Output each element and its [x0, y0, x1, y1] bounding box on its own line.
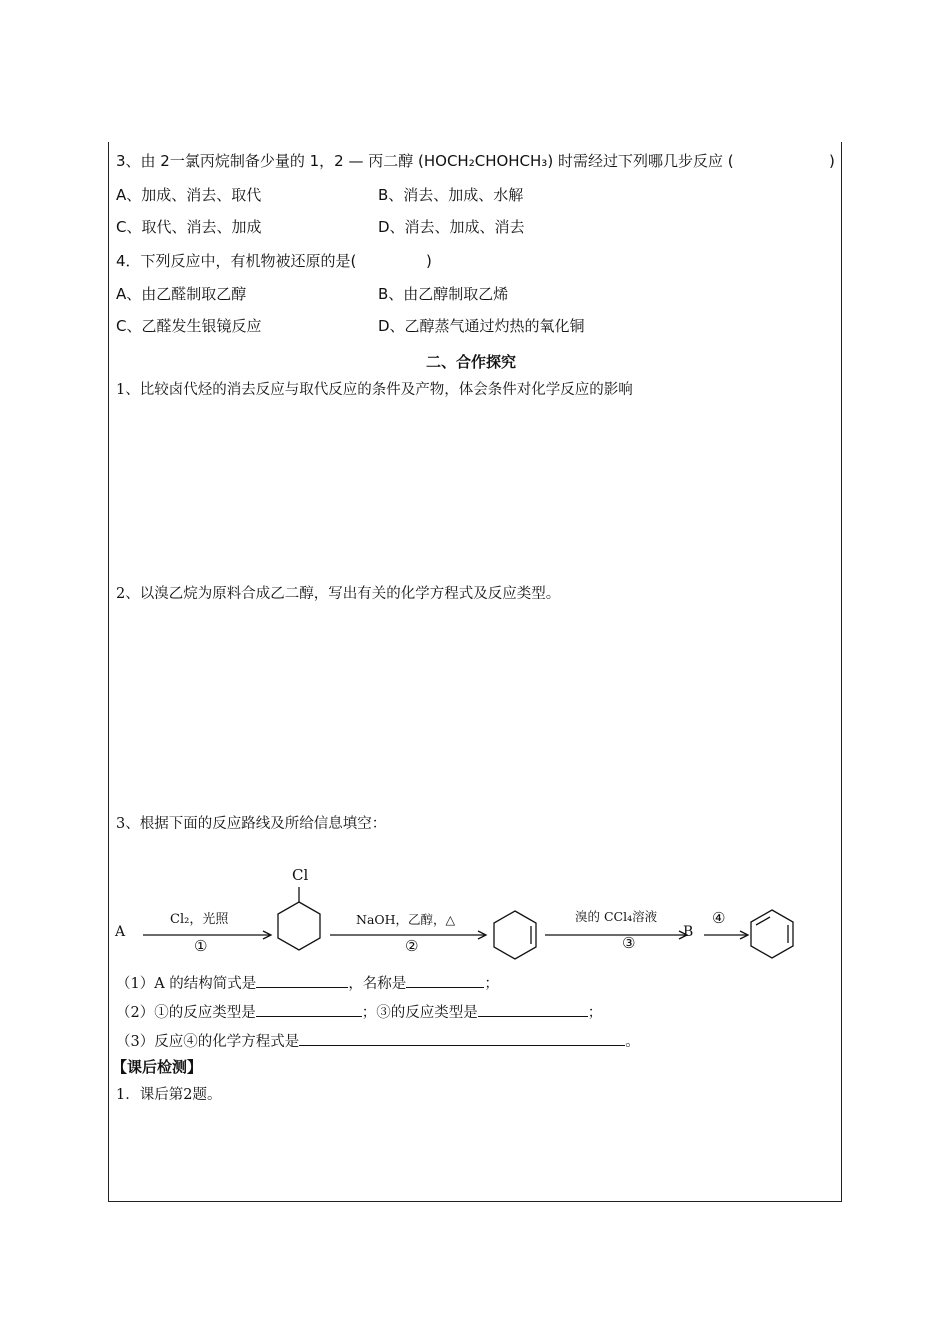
blank-a-structure[interactable] — [256, 972, 348, 988]
section-title-cooperative-inquiry: 二、合作探究 — [426, 353, 517, 371]
blank-a-name[interactable] — [406, 972, 484, 988]
fill-line-3: （3）反应④的化学方程式是 。 — [116, 1030, 640, 1052]
q3-option-b: B、消去、加成、水解 — [378, 186, 524, 204]
chlorocyclohexane-ring — [278, 902, 320, 950]
q4-stem: 4．下列反应中，有机物被还原的是( — [116, 252, 357, 270]
after-class-item-1: 1．课后第2题。 — [116, 1087, 222, 1103]
scheme-step-1: ① — [194, 937, 208, 955]
cyclohexene-ring — [494, 911, 536, 959]
fill-line-2: （2）①的反应类型是 ；③的反应类型是 ； — [116, 1001, 602, 1023]
scheme-compound-a: A — [115, 924, 126, 940]
q3-option-c: C、取代、消去、加成 — [116, 218, 262, 236]
q3-stem: 3、由 2一氯丙烷制备少量的 1，2 — 丙二醇 (HOCH₂CHOHCH₃) 时需经过下列哪几步反应 ( — [116, 152, 734, 170]
scheme-condition-3: 溴的 CCl₄溶液 — [575, 909, 658, 924]
q4-option-d: D、乙醇蒸气通过灼热的氧化铜 — [378, 317, 585, 335]
blank-equation-4[interactable] — [299, 1030, 625, 1046]
q4-option-b: B、由乙醇制取乙烯 — [378, 285, 509, 303]
inquiry-item-1: 1、比较卤代烃的消去反应与取代反应的条件及产物，体会条件对化学反应的影响 — [116, 382, 633, 398]
q3-option-a: A、加成、消去、取代 — [116, 186, 262, 204]
scheme-cl-substituent: Cl — [292, 866, 309, 884]
scheme-compound-b: B — [683, 924, 694, 940]
cyclohexadiene-ring — [751, 910, 793, 958]
blank-reaction-type-3[interactable] — [478, 1001, 588, 1017]
scheme-step-2: ② — [405, 937, 419, 955]
q4-option-c: C、乙醛发生银镜反应 — [116, 317, 262, 335]
scheme-step-4: ④ — [712, 909, 726, 927]
q4-close-paren: ) — [426, 252, 432, 270]
scheme-condition-1: Cl₂，光照 — [170, 912, 229, 927]
scheme-condition-2: NaOH，乙醇，△ — [356, 912, 456, 927]
fill-line-1: （1）A 的结构简式是 ，名称是 ； — [116, 972, 499, 994]
q4-option-a: A、由乙醛制取乙醇 — [116, 285, 247, 303]
after-class-title: 【课后检测】 — [112, 1058, 203, 1076]
q3-option-d: D、消去、加成、消去 — [378, 218, 525, 236]
inquiry-item-2: 2、以溴乙烷为原料合成乙二醇，写出有关的化学方程式及反应类型。 — [116, 586, 561, 602]
blank-reaction-type-1[interactable] — [256, 1001, 362, 1017]
scheme-step-3: ③ — [622, 934, 636, 952]
inquiry-item-3: 3、根据下面的反应路线及所给信息填空： — [116, 816, 387, 832]
q3-close-paren: ) — [829, 152, 835, 170]
